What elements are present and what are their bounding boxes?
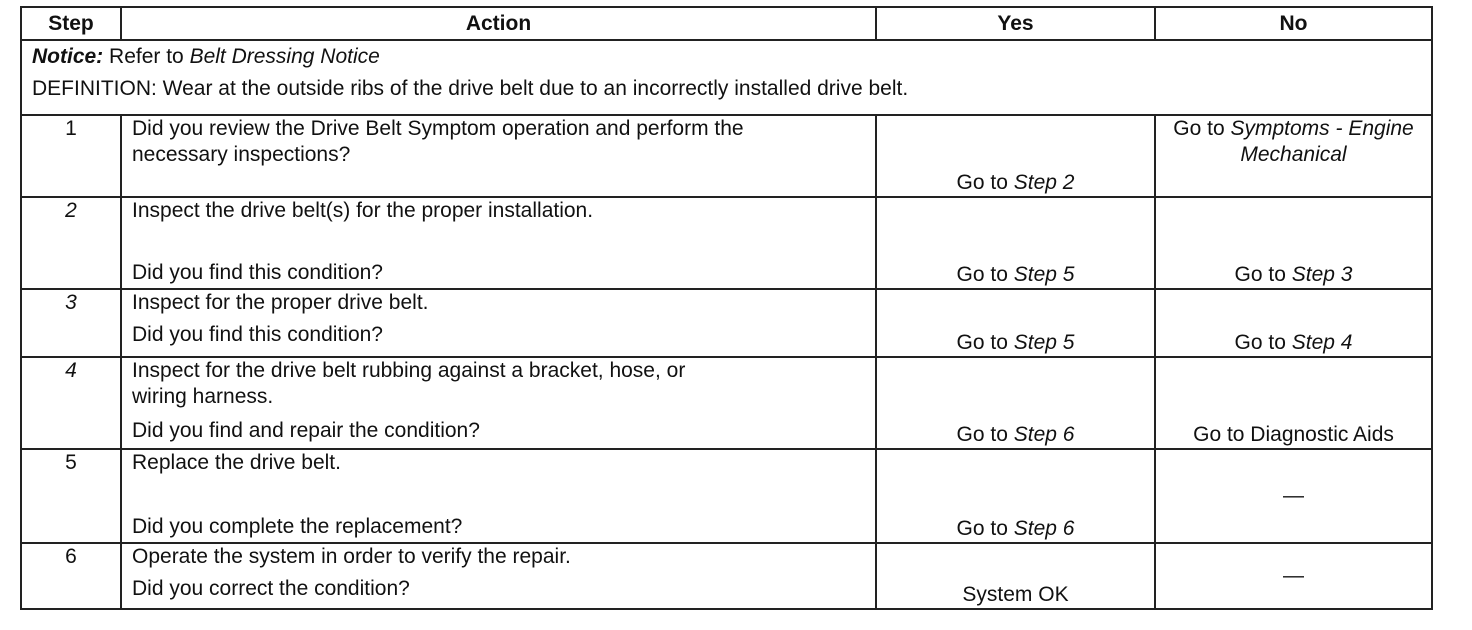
action-question: Did you find this condition? [132,323,383,346]
step-number: 4 [21,357,121,449]
action-line: Inspect for the proper drive belt. [132,291,429,314]
header-action: Action [121,7,876,40]
table-row [21,115,1432,197]
action-cell [121,357,876,449]
action-line: Did you review the Drive Belt Symptom operation and perform the [132,117,744,140]
step-number: 6 [21,543,121,609]
no-prefix: Go to [1173,117,1225,140]
table-row [21,197,1432,289]
no-cell [1155,197,1432,289]
yes-prefix: Go to [956,423,1008,446]
no-prefix: Go to [1234,331,1286,354]
yes-step-link[interactable]: Step 6 [1013,423,1075,446]
no-cell [1155,357,1432,449]
no-cell [1155,543,1432,609]
yes-cell [876,115,1155,197]
yes-prefix: Go to [956,263,1008,286]
yes-cell [876,197,1155,289]
notice-text: Refer to [109,45,184,68]
diagnostic-table [20,6,1433,610]
yes-cell [876,357,1155,449]
notice-cell [21,40,1432,115]
notice-label: Notice: [32,45,104,68]
step-number: 3 [21,289,121,357]
action-cell [121,289,876,357]
action-line: Replace the drive belt. [132,451,341,474]
yes-cell [876,289,1155,357]
action-question: Did you find and repair the condition? [132,419,480,442]
action-question: Did you find this condition? [132,261,383,284]
yes-prefix: Go to [956,331,1008,354]
yes-prefix: Go to [956,517,1008,540]
yes-step-link[interactable]: Step 6 [1013,517,1075,540]
action-line: wiring harness. [132,385,274,408]
action-line: Inspect the drive belt(s) for the proper installation. [132,199,594,222]
definition-text: DEFINITION: Wear at the outside ribs of the drive belt due to an incorrectly installed drive belt. [32,77,909,100]
notice-line [32,41,1421,73]
yes-cell [876,543,1155,609]
yes-step-link[interactable]: Step 5 [1013,331,1075,354]
header-yes: Yes [876,7,1155,40]
step-number: 5 [21,449,121,543]
table-row [21,449,1432,543]
action-line: Operate the system in order to verify the repair. [132,545,571,568]
table-row [21,357,1432,449]
no-symptoms-link[interactable]: Symptoms - Engine Mechanical [1230,117,1414,166]
no-dash: — [1283,564,1304,587]
no-cell [1155,115,1432,197]
action-cell [121,449,876,543]
no-step-link[interactable]: Step 3 [1291,263,1353,286]
no-cell [1155,289,1432,357]
action-question: Did you correct the condition? [132,577,410,600]
no-step-link[interactable]: Step 4 [1291,331,1353,354]
action-question: Did you complete the replacement? [132,515,463,538]
action-line: Inspect for the drive belt rubbing against a bracket, hose, or [132,359,686,382]
notice-row [21,40,1432,115]
header-step: Step [21,7,121,40]
step-number: 2 [21,197,121,289]
action-cell [121,543,876,609]
action-line: necessary inspections? [132,143,351,166]
action-cell [121,115,876,197]
header-no: No [1155,7,1432,40]
no-cell [1155,449,1432,543]
no-diagnostic-aids-link[interactable]: Go to Diagnostic Aids [1193,423,1394,446]
no-prefix: Go to [1234,263,1286,286]
header-row [21,7,1432,40]
yes-cell [876,449,1155,543]
table-row [21,289,1432,357]
yes-step-link[interactable]: Step 2 [1013,171,1075,194]
action-cell [121,197,876,289]
notice-reference: Belt Dressing Notice [189,45,380,68]
yes-prefix: Go to [956,171,1008,194]
yes-system-ok: System OK [962,583,1069,606]
step-number: 1 [21,115,121,197]
no-dash: — [1283,484,1304,507]
table-row [21,543,1432,609]
yes-step-link[interactable]: Step 5 [1013,263,1075,286]
